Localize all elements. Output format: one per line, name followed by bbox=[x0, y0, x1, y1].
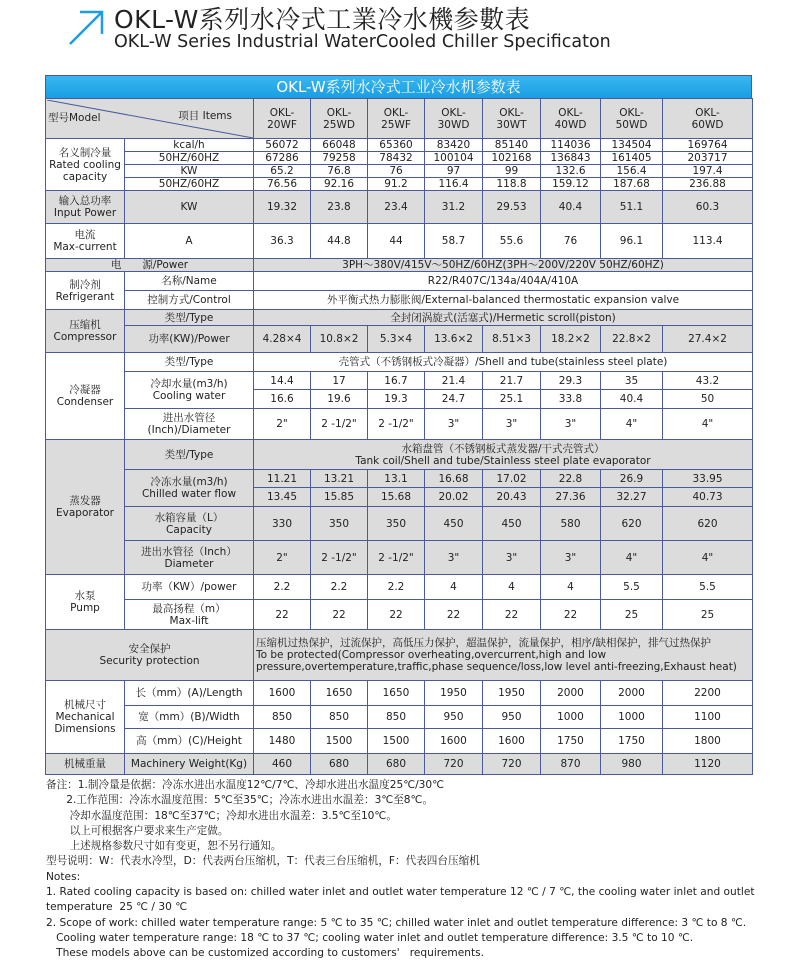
table-row bbox=[46, 291, 753, 310]
value-cell: 680 bbox=[368, 754, 425, 775]
value-cell: 25 bbox=[601, 600, 663, 630]
value-cell: 2.2 bbox=[254, 575, 311, 600]
value-cell: 55.6 bbox=[483, 224, 541, 259]
value-cell: 3" bbox=[483, 409, 541, 440]
table-row bbox=[46, 165, 753, 178]
value-cell: 2" bbox=[254, 409, 311, 440]
item: 水箱容量（L） Capacity bbox=[125, 507, 254, 541]
value-cell: 22.8×2 bbox=[601, 326, 663, 353]
value-cell: 13.1 bbox=[368, 470, 425, 488]
table-row bbox=[46, 178, 753, 191]
value-cell: 3" bbox=[483, 541, 541, 575]
table-row bbox=[46, 600, 753, 630]
value-cell: 91.2 bbox=[368, 178, 425, 191]
value-cell: 2 -1/2" bbox=[368, 409, 425, 440]
group-dimensions: 机械尺寸 Mechanical Dimensions bbox=[46, 681, 125, 754]
value-cell: 203717 bbox=[663, 152, 753, 165]
value-cell: 1500 bbox=[311, 729, 368, 754]
table-row bbox=[46, 191, 753, 224]
power-value: 3PH～380V/415V～50HZ/60HZ(3PH～200V/220V 50HZ/60HZ) bbox=[254, 259, 753, 272]
value-cell: 2 -1/2" bbox=[311, 409, 368, 440]
value-cell: 4 bbox=[425, 575, 483, 600]
items-label: 项目 Items bbox=[178, 109, 232, 122]
value-cell: 96.1 bbox=[601, 224, 663, 259]
value-cell: 720 bbox=[483, 754, 541, 775]
note-line: 以上可根据客户要求来生产定做。 bbox=[46, 824, 229, 837]
value-cell: 11.21 bbox=[254, 470, 311, 488]
table-row bbox=[46, 139, 753, 152]
value-cell: 85140 bbox=[483, 139, 541, 152]
value-cell: 83420 bbox=[425, 139, 483, 152]
value-cell: 1950 bbox=[425, 681, 483, 706]
value-cell: 134504 bbox=[601, 139, 663, 152]
value-cell: 19.6 bbox=[311, 390, 368, 409]
value-cell: 76 bbox=[368, 165, 425, 178]
item-hz: 50HZ/60HZ bbox=[125, 178, 254, 191]
value-cell: 680 bbox=[311, 754, 368, 775]
item: 冷却水量(m3/h) Cooling water bbox=[125, 372, 254, 409]
value-cell: 5.3×4 bbox=[368, 326, 425, 353]
notes bbox=[46, 778, 755, 962]
value-cell: 4.28×4 bbox=[254, 326, 311, 353]
table-row bbox=[46, 372, 753, 390]
value-cell: 44 bbox=[368, 224, 425, 259]
item-hz: 50HZ/60HZ bbox=[125, 152, 254, 165]
value-cell: 850 bbox=[368, 706, 425, 729]
value-cell: 236.88 bbox=[663, 178, 753, 191]
value-cell: 1600 bbox=[254, 681, 311, 706]
value-cell: 3" bbox=[425, 541, 483, 575]
table-row bbox=[46, 353, 753, 372]
note-line: These models above can be customized according to customers' requirements. bbox=[46, 947, 485, 960]
page-subtitle: OKL-W Series Industrial WaterCooled Chiller Specificaton bbox=[114, 32, 611, 52]
value-cell: 169764 bbox=[663, 139, 753, 152]
value-cell: 44.8 bbox=[311, 224, 368, 259]
value-cell: 13.6×2 bbox=[425, 326, 483, 353]
value-cell: 2000 bbox=[601, 681, 663, 706]
note-line: 冷却水温度范围：18℃至37℃；冷却水进出水温差：3.5℃至10℃。 bbox=[46, 809, 397, 822]
item-kw: KW bbox=[125, 165, 254, 178]
model-header: OKL- 25WD bbox=[311, 99, 368, 139]
value-cell: 350 bbox=[311, 507, 368, 541]
security-value: 压缩机过热保护，过流保护，高低压力保护，超温保护，流量保护，相序/缺相保护，排气过热保护 To be protected(Compressor overheating,overcurrent,high and low pressure,overtemperature,traffic,phase sequence/loss,low level anti-freezing,Exhaust heat) bbox=[254, 630, 753, 681]
group-compressor: 压缩机 Compressor bbox=[46, 310, 125, 353]
value-cell: 29.3 bbox=[541, 372, 601, 390]
note-line: Cooling water temperature range: 18 ℃ to 37 ℃; cooling water inlet and outlet temperature difference: 3.5 ℃ to 10 ℃. bbox=[46, 931, 694, 944]
value-cell: 22.8 bbox=[541, 470, 601, 488]
value-cell: 17.02 bbox=[483, 470, 541, 488]
item: 进出水管径 (Inch)/Diameter bbox=[125, 409, 254, 440]
value-cell: 40.4 bbox=[541, 191, 601, 224]
table-row bbox=[46, 541, 753, 575]
group-pump: 水泵 Pump bbox=[46, 575, 125, 630]
value-cell: 24.7 bbox=[425, 390, 483, 409]
value-cell: 40.73 bbox=[663, 488, 753, 507]
value-cell: 2200 bbox=[663, 681, 753, 706]
value-cell: 4" bbox=[663, 541, 753, 575]
table-row bbox=[46, 224, 753, 259]
table-row bbox=[46, 272, 753, 291]
value-cell: 156.4 bbox=[601, 165, 663, 178]
value-cell: 1500 bbox=[368, 729, 425, 754]
item: 高（mm）(C)/Height bbox=[125, 729, 254, 754]
value-cell: 2" bbox=[254, 541, 311, 575]
value-cell: 23.8 bbox=[311, 191, 368, 224]
value-cell: 4" bbox=[601, 409, 663, 440]
table-row bbox=[46, 152, 753, 165]
value-cell: 450 bbox=[425, 507, 483, 541]
value-cell: 43.2 bbox=[663, 372, 753, 390]
note-line: 备注：1.制冷量是依据：冷冻水进出水温度12℃/7℃、冷却水进出水温度25℃/30℃ bbox=[46, 779, 445, 791]
value-cell: 32.27 bbox=[601, 488, 663, 507]
model-header: OKL- 50WD bbox=[601, 99, 663, 139]
value-cell: 3" bbox=[541, 409, 601, 440]
value: 水箱盘管（不锈钢板式蒸发器/干式壳管式） Tank coil/Shell and tube/Stainless steel plate evaporator bbox=[254, 440, 753, 470]
value-cell: 23.4 bbox=[368, 191, 425, 224]
header-corner bbox=[46, 99, 254, 139]
value-cell: 76 bbox=[541, 224, 601, 259]
table-row bbox=[46, 630, 753, 681]
value-cell: 29.53 bbox=[483, 191, 541, 224]
value-cell: 26.9 bbox=[601, 470, 663, 488]
value-cell: 1600 bbox=[425, 729, 483, 754]
value-cell: 22 bbox=[483, 600, 541, 630]
value-cell: 100104 bbox=[425, 152, 483, 165]
value-cell: 31.2 bbox=[425, 191, 483, 224]
value-cell: 50 bbox=[663, 390, 753, 409]
value-cell: 2000 bbox=[541, 681, 601, 706]
value-cell: 350 bbox=[368, 507, 425, 541]
group-weight: 机械重量 bbox=[46, 754, 125, 775]
value-cell: 187.68 bbox=[601, 178, 663, 191]
value-cell: 980 bbox=[601, 754, 663, 775]
value-cell: 16.7 bbox=[368, 372, 425, 390]
value-cell: 19.32 bbox=[254, 191, 311, 224]
value-cell: 950 bbox=[425, 706, 483, 729]
value-cell: 2.2 bbox=[311, 575, 368, 600]
value-cell: 5.5 bbox=[601, 575, 663, 600]
value-cell: 17 bbox=[311, 372, 368, 390]
value-cell: 460 bbox=[254, 754, 311, 775]
item: 控制方式/Control bbox=[125, 291, 254, 310]
table-row bbox=[46, 507, 753, 541]
value: 全封闭涡旋式(活塞式)/Hermetic scroll(piston) bbox=[254, 310, 753, 326]
table-row bbox=[46, 729, 753, 754]
arrow-up-right-icon bbox=[66, 8, 108, 46]
value-cell: 1750 bbox=[601, 729, 663, 754]
value-cell: 113.4 bbox=[663, 224, 753, 259]
value-cell: 4" bbox=[601, 541, 663, 575]
value-cell: 14.4 bbox=[254, 372, 311, 390]
value-cell: 97 bbox=[425, 165, 483, 178]
item: 最高扬程（m） Max-lift bbox=[125, 600, 254, 630]
value-cell: 1120 bbox=[663, 754, 753, 775]
model-header: OKL- 60WD bbox=[663, 99, 753, 139]
value-cell: 15.85 bbox=[311, 488, 368, 507]
table-row bbox=[46, 310, 753, 326]
value-cell: 1000 bbox=[541, 706, 601, 729]
value-cell: 56072 bbox=[254, 139, 311, 152]
model-header: OKL- 20WF bbox=[254, 99, 311, 139]
note-line: 上述规格参数尺寸如有变更，恕不另行通知。 bbox=[46, 840, 282, 853]
value-cell: 18.2×2 bbox=[541, 326, 601, 353]
item: 功率（KW）/power bbox=[125, 575, 254, 600]
note-line: Notes: bbox=[46, 870, 81, 883]
value-cell: 1750 bbox=[541, 729, 601, 754]
value-cell: 22 bbox=[541, 600, 601, 630]
value-cell: 25 bbox=[663, 600, 753, 630]
table-title: OKL-W系列水冷式工业冷水机参数表 bbox=[45, 75, 752, 98]
note-line: 型号说明：W：代表水冷型，D：代表两台压缩机，T：代表三台压缩机，F：代表四台压缩机 bbox=[46, 855, 480, 868]
value-cell: 65.2 bbox=[254, 165, 311, 178]
value-cell: 870 bbox=[541, 754, 601, 775]
value-cell: 1600 bbox=[483, 729, 541, 754]
value-cell: 19.3 bbox=[368, 390, 425, 409]
value-cell: 33.8 bbox=[541, 390, 601, 409]
group-refrigerant: 制冷剂 Refrigerant bbox=[46, 272, 125, 310]
value-cell: 132.6 bbox=[541, 165, 601, 178]
note-line: 1. Rated cooling capacity is based on: chilled water inlet and outlet water temperature 12 ℃ / 7 ℃, the cooling water inlet and outlet bbox=[46, 886, 755, 899]
item: 名称/Name bbox=[125, 272, 254, 291]
value-cell: 22 bbox=[254, 600, 311, 630]
value-cell: 27.36 bbox=[541, 488, 601, 507]
value-cell: 16.6 bbox=[254, 390, 311, 409]
value-cell: 76.8 bbox=[311, 165, 368, 178]
value-cell: 114036 bbox=[541, 139, 601, 152]
value-cell: 21.4 bbox=[425, 372, 483, 390]
table-row bbox=[46, 754, 753, 775]
item: 冷冻水量(m3/h) Chilled water flow bbox=[125, 470, 254, 507]
value-cell: 620 bbox=[601, 507, 663, 541]
value-cell: 1800 bbox=[663, 729, 753, 754]
value-cell: 2.2 bbox=[368, 575, 425, 600]
value-cell: 850 bbox=[311, 706, 368, 729]
value-cell: 22 bbox=[425, 600, 483, 630]
value-cell: 1650 bbox=[311, 681, 368, 706]
value-cell: 4" bbox=[663, 409, 753, 440]
item: 功率(KW)/Power bbox=[125, 326, 254, 353]
item: 类型/Type bbox=[125, 440, 254, 470]
value: 外平衡式热力膨胀阀/External-balanced thermostatic expansion valve bbox=[254, 291, 753, 310]
item: 长（mm）(A)/Length bbox=[125, 681, 254, 706]
value-cell: 620 bbox=[663, 507, 753, 541]
value-cell: 1100 bbox=[663, 706, 753, 729]
table-row bbox=[46, 259, 753, 272]
model-label: 型号Model bbox=[48, 111, 101, 124]
value-cell: 20.02 bbox=[425, 488, 483, 507]
group-cooling-capacity: 名义制冷量 Rated cooling capacity bbox=[46, 139, 125, 191]
page-title: OKL-W系列水冷式工業冷水機参數表 bbox=[114, 5, 531, 34]
value-cell: 92.16 bbox=[311, 178, 368, 191]
model-header: OKL- 40WD bbox=[541, 99, 601, 139]
value-cell: 15.68 bbox=[368, 488, 425, 507]
note-line: 2. Scope of work: chilled water temperature range: 5 ℃ to 35 ℃; chilled water inlet and outlet temperature difference: 3 ℃ to 8 ℃. bbox=[46, 916, 747, 929]
table-row bbox=[46, 681, 753, 706]
value-cell: 136843 bbox=[541, 152, 601, 165]
value-cell: 330 bbox=[254, 507, 311, 541]
value-cell: 1650 bbox=[368, 681, 425, 706]
item: 类型/Type bbox=[125, 353, 254, 372]
value-cell: 850 bbox=[254, 706, 311, 729]
item: 类型/Type bbox=[125, 310, 254, 326]
value-cell: 21.7 bbox=[483, 372, 541, 390]
model-header: OKL- 30WT bbox=[483, 99, 541, 139]
value-cell: 20.43 bbox=[483, 488, 541, 507]
item-kcal: kcal/h bbox=[125, 139, 254, 152]
value-cell: 5.5 bbox=[663, 575, 753, 600]
value-cell: 3" bbox=[541, 541, 601, 575]
table-row bbox=[46, 409, 753, 440]
model-header: OKL- 25WF bbox=[368, 99, 425, 139]
value-cell: 2 -1/2" bbox=[311, 541, 368, 575]
group-security: 安全保护 Security protection bbox=[46, 630, 254, 681]
table-row bbox=[46, 470, 753, 488]
value-cell: 118.8 bbox=[483, 178, 541, 191]
value: R22/R407C/134a/404A/410A bbox=[254, 272, 753, 291]
table-row bbox=[46, 99, 753, 139]
value-cell: 78432 bbox=[368, 152, 425, 165]
value-cell: 2 -1/2" bbox=[368, 541, 425, 575]
value-cell: 16.68 bbox=[425, 470, 483, 488]
value-cell: 33.95 bbox=[663, 470, 753, 488]
value-cell: 13.45 bbox=[254, 488, 311, 507]
value-cell: 76.56 bbox=[254, 178, 311, 191]
item: KW bbox=[125, 191, 254, 224]
group-power: 电 源/Power bbox=[46, 259, 254, 272]
value-cell: 1000 bbox=[601, 706, 663, 729]
group-input-power: 输入总功率 Input Power bbox=[46, 191, 125, 224]
value-cell: 79258 bbox=[311, 152, 368, 165]
value-cell: 65360 bbox=[368, 139, 425, 152]
group-evaporator: 蒸发器 Evaporator bbox=[46, 440, 125, 575]
note-line: 2.工作范围：冷冻水温度范围：5℃至35℃；冷冻水进出水温差：3℃至8℃。 bbox=[46, 794, 434, 807]
table-row bbox=[46, 440, 753, 470]
item: A bbox=[125, 224, 254, 259]
value-cell: 22 bbox=[368, 600, 425, 630]
value-cell: 116.4 bbox=[425, 178, 483, 191]
group-max-current: 电流 Max-current bbox=[46, 224, 125, 259]
value-cell: 99 bbox=[483, 165, 541, 178]
value-cell: 67286 bbox=[254, 152, 311, 165]
value-cell: 36.3 bbox=[254, 224, 311, 259]
value-cell: 27.4×2 bbox=[663, 326, 753, 353]
value-cell: 40.4 bbox=[601, 390, 663, 409]
value-cell: 197.4 bbox=[663, 165, 753, 178]
value-cell: 66048 bbox=[311, 139, 368, 152]
value-cell: 60.3 bbox=[663, 191, 753, 224]
item: 进出水管径（Inch） Diameter bbox=[125, 541, 254, 575]
item: Machinery Weight(Kg) bbox=[125, 754, 254, 775]
note-line: temperature 25 ℃ / 30 ℃ bbox=[46, 901, 188, 914]
table-row bbox=[46, 326, 753, 353]
value-cell: 10.8×2 bbox=[311, 326, 368, 353]
table-row bbox=[46, 575, 753, 600]
spec-table bbox=[45, 75, 752, 775]
model-header: OKL- 30WD bbox=[425, 99, 483, 139]
value-cell: 3" bbox=[425, 409, 483, 440]
value-cell: 58.7 bbox=[425, 224, 483, 259]
value-cell: 8.51×3 bbox=[483, 326, 541, 353]
value-cell: 35 bbox=[601, 372, 663, 390]
value-cell: 51.1 bbox=[601, 191, 663, 224]
value-cell: 1950 bbox=[483, 681, 541, 706]
value: 壳管式（不锈钢板式冷凝器）/Shell and tube(stainless steel plate) bbox=[254, 353, 753, 372]
value-cell: 25.1 bbox=[483, 390, 541, 409]
table-row bbox=[46, 706, 753, 729]
value-cell: 720 bbox=[425, 754, 483, 775]
value-cell: 4 bbox=[483, 575, 541, 600]
value-cell: 161405 bbox=[601, 152, 663, 165]
group-condenser: 冷凝器 Condenser bbox=[46, 353, 125, 440]
value-cell: 950 bbox=[483, 706, 541, 729]
value-cell: 22 bbox=[311, 600, 368, 630]
value-cell: 13.21 bbox=[311, 470, 368, 488]
value-cell: 1480 bbox=[254, 729, 311, 754]
value-cell: 159.12 bbox=[541, 178, 601, 191]
value-cell: 450 bbox=[483, 507, 541, 541]
value-cell: 102168 bbox=[483, 152, 541, 165]
value-cell: 4 bbox=[541, 575, 601, 600]
value-cell: 580 bbox=[541, 507, 601, 541]
item: 宽（mm）(B)/Width bbox=[125, 706, 254, 729]
